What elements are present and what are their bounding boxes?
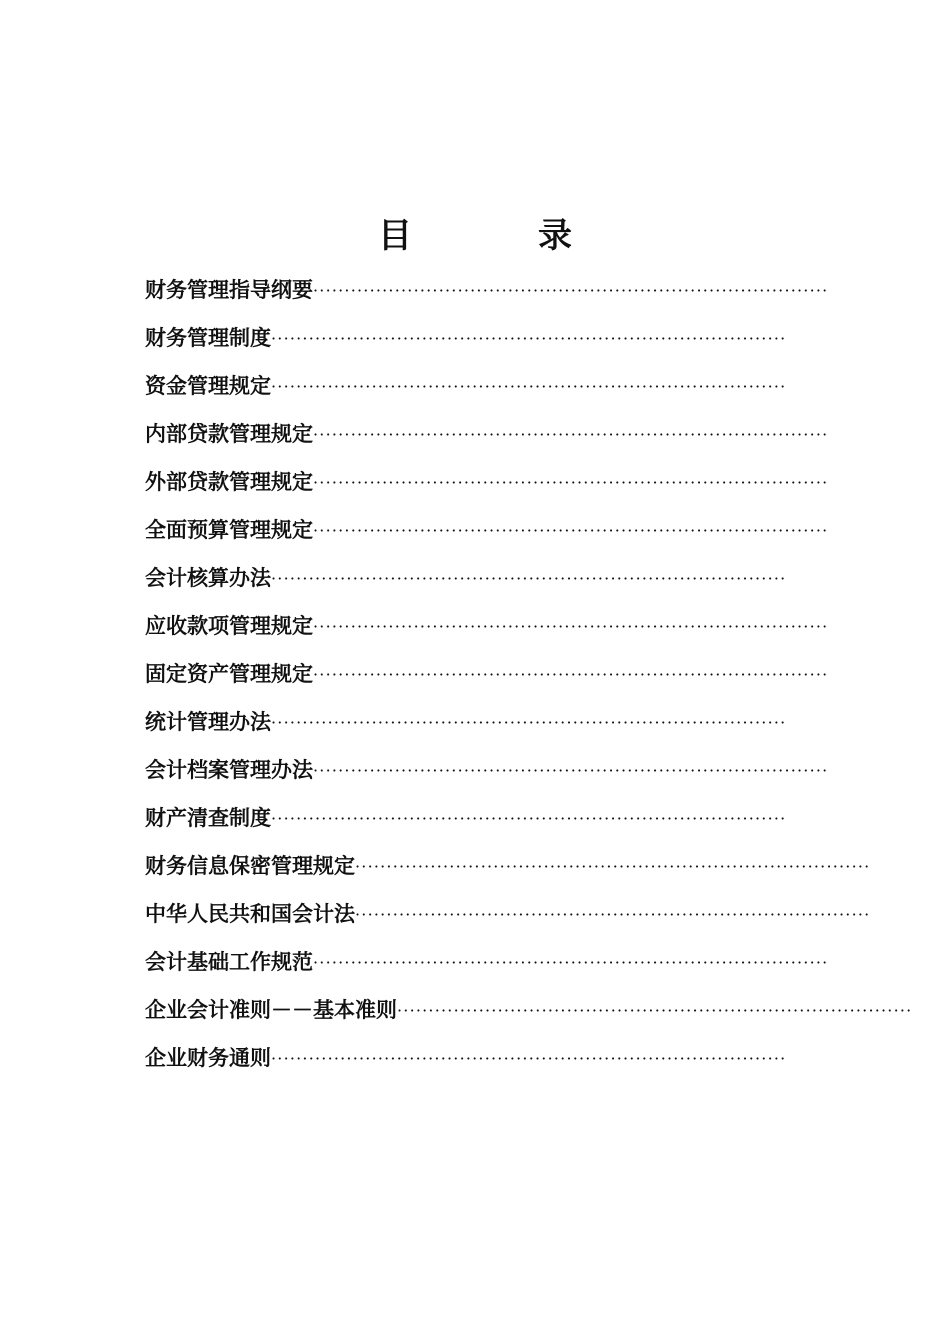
toc-dot-leader: ·················································································· (271, 809, 787, 828)
toc-entry (145, 266, 829, 314)
toc-dot-leader: ·················································································· (313, 473, 829, 492)
toc-title: 目 录 (378, 216, 618, 256)
toc-dot-leader: ·················································································· (271, 1049, 787, 1068)
toc-dot-leader: ·················································································· (313, 521, 829, 540)
toc-entry-label: 全面预算管理规定 (145, 517, 313, 542)
toc-entry-label: 财务管理指导纲要 (145, 277, 313, 302)
toc-dot-leader: ·················································································· (271, 329, 787, 348)
toc-entry-label: 外部贷款管理规定 (145, 469, 313, 494)
toc-entry (145, 554, 787, 602)
toc-entry-label: 会计核算办法 (145, 565, 271, 590)
toc-entry (145, 794, 787, 842)
toc-entry-label: 财务管理制度 (145, 325, 271, 350)
toc-entry-label: 应收款项管理规定 (145, 613, 313, 638)
toc-entry-label: 企业会计准则－－基本准则 (145, 997, 397, 1022)
toc-dot-leader: ·················································································· (313, 617, 829, 636)
toc-entry (145, 650, 829, 698)
toc-entry (145, 602, 829, 650)
toc-entry (145, 1034, 790, 1082)
toc-dot-leader: ·················································································· (313, 953, 829, 972)
toc-dot-leader: ·················································································· (271, 569, 787, 588)
toc-entry-label: 企业财务通则 (145, 1045, 271, 1070)
toc-entry-label: 固定资产管理规定 (145, 661, 313, 686)
toc-dot-leader: ·················································································· (313, 281, 829, 300)
toc-dot-leader: ·················································································· (313, 665, 829, 684)
toc-entry (145, 746, 829, 794)
toc-dot-leader: ·················································································· (313, 425, 829, 444)
toc-entry-label: 内部贷款管理规定 (145, 421, 313, 446)
toc-entry-label: 会计基础工作规范 (145, 949, 313, 974)
toc-dot-leader: ·················································································· (355, 857, 871, 876)
toc-entry-label: 会计档案管理办法 (145, 757, 313, 782)
toc-entry-label: 中华人民共和国会计法 (145, 901, 355, 926)
toc-dot-leader: ·················································································· (397, 1001, 913, 1020)
toc-entry (145, 506, 829, 554)
toc-list (145, 266, 913, 1082)
toc-entry (145, 458, 829, 506)
toc-entry-label: 财产清查制度 (145, 805, 271, 830)
toc-entry (145, 842, 871, 890)
toc-entry (145, 986, 913, 1034)
toc-dot-leader: ·················································································· (271, 713, 787, 732)
toc-entry (145, 698, 787, 746)
toc-entry (145, 362, 787, 410)
toc-entry-label: 财务信息保密管理规定 (145, 853, 355, 878)
toc-dot-leader: ·················································································· (355, 905, 871, 924)
toc-entry (145, 890, 871, 938)
toc-dot-leader: ·················································································· (313, 761, 829, 780)
toc-entry-label: 资金管理规定 (145, 373, 271, 398)
toc-entry-label: 统计管理办法 (145, 709, 271, 734)
toc-entry (145, 938, 829, 986)
toc-entry (145, 410, 829, 458)
toc-entry (145, 314, 787, 362)
toc-dot-leader: ·················································································· (271, 377, 787, 396)
